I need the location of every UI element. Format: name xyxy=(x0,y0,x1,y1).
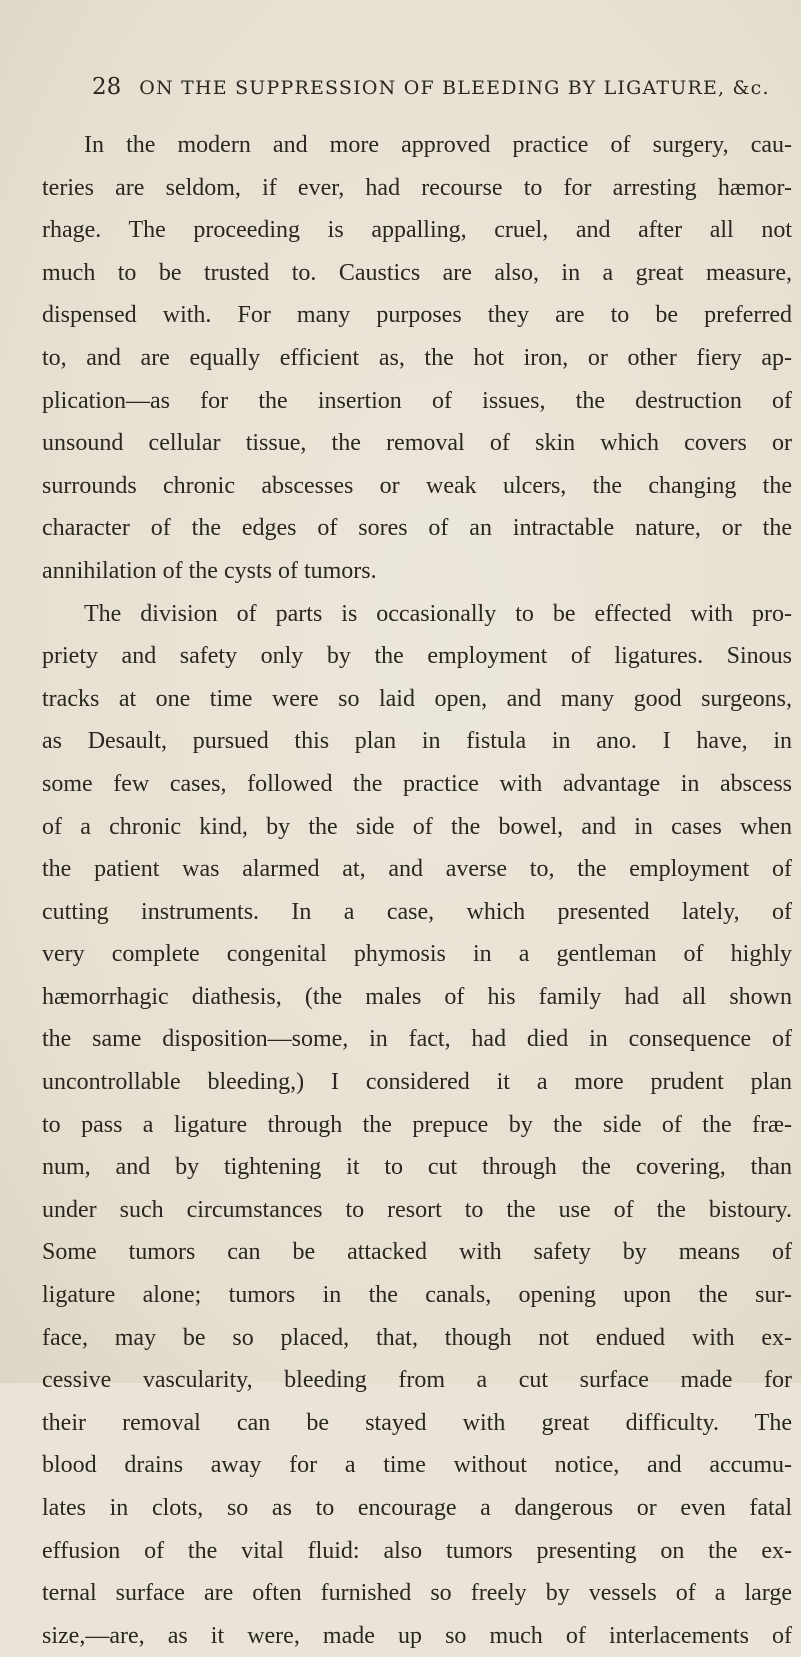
running-title: ON THE SUPPRESSION OF BLEEDING BY LIGATURE, &c. xyxy=(139,77,770,99)
text-line: ternal surface are often furnished so freely by vessels of a large xyxy=(42,1580,792,1607)
text-line: num, and by tightening it to cut through the covering, than xyxy=(42,1154,792,1181)
text-line: the same disposition—some, in fact, had died in consequence of xyxy=(42,1026,792,1053)
running-header xyxy=(92,74,770,100)
text-line: In the modern and more approved practice of surgery, cau- xyxy=(84,132,792,158)
text-line: under such circumstances to resort to the use of the bistoury. xyxy=(42,1196,792,1223)
text-line: some few cases, followed the practice with advantage in abscess xyxy=(42,770,792,797)
text-line: rhage. The proceeding is appalling, cruel, and after all not xyxy=(42,217,792,244)
text-line: lates in clots, so as to encourage a dangerous or even fatal xyxy=(42,1495,792,1521)
text-line: cessive vascularity, bleeding from a cut surface made for xyxy=(42,1367,792,1394)
text-line: as Desault, pursued this plan in fistula in ano. I have, in xyxy=(42,728,792,755)
text-line: uncontrollable bleeding,) I considered it a more prudent plan xyxy=(42,1069,792,1096)
text-line: to pass a ligature through the prepuce by the side of the fræ- xyxy=(42,1111,792,1138)
text-line: character of the edges of sores of an intractable nature, or the xyxy=(42,515,792,542)
text-line: priety and safety only by the employment of ligatures. Sinous xyxy=(42,643,792,670)
text-line: unsound cellular tissue, the removal of skin which covers or xyxy=(42,430,792,457)
text-line: The division of parts is occasionally to be effected with pro- xyxy=(84,600,792,627)
text-line: Some tumors can be attacked with safety by means of xyxy=(42,1239,792,1266)
text-line: the patient was alarmed at, and averse to, the employment of xyxy=(42,856,792,883)
text-line: blood drains away for a time without notice, and accumu- xyxy=(42,1452,792,1479)
text-line: cutting instruments. In a case, which presented lately, of xyxy=(42,898,792,925)
text-line: their removal can be stayed with great difficulty. The xyxy=(42,1409,792,1436)
text-line: very complete congenital phymosis in a gentleman of highly xyxy=(42,941,792,968)
text-line: dispensed with. For many purposes they are to be preferred xyxy=(42,302,792,329)
body-text xyxy=(42,124,792,1657)
text-line: effusion of the vital fluid: also tumors presenting on the ex- xyxy=(42,1537,792,1564)
text-line: tracks at one time were so laid open, and many good surgeons, xyxy=(42,685,792,712)
text-line: size,—are, as it were, made up so much of interlacements of xyxy=(42,1622,792,1649)
page-number: 28 xyxy=(92,74,122,100)
text-line: ligature alone; tumors in the canals, opening upon the sur- xyxy=(42,1282,792,1309)
text-line: surrounds chronic abscesses or weak ulcers, the changing the xyxy=(42,472,792,499)
text-line: plication—as for the insertion of issues, the destruction of xyxy=(42,387,792,414)
text-line: to, and are equally efficient as, the hot iron, or other fiery ap- xyxy=(42,344,792,371)
text-line: much to be trusted to. Caustics are also, in a great measure, xyxy=(42,259,792,286)
text-line: teries are seldom, if ever, had recourse to for arresting hæmor- xyxy=(42,174,792,201)
text-line: annihilation of the cysts of tumors. xyxy=(42,557,377,584)
text-line: of a chronic kind, by the side of the bowel, and in cases when xyxy=(42,813,792,840)
text-line: hæmorrhagic diathesis, (the males of his family had all shown xyxy=(42,983,792,1010)
text-line: face, may be so placed, that, though not endued with ex- xyxy=(42,1324,792,1351)
